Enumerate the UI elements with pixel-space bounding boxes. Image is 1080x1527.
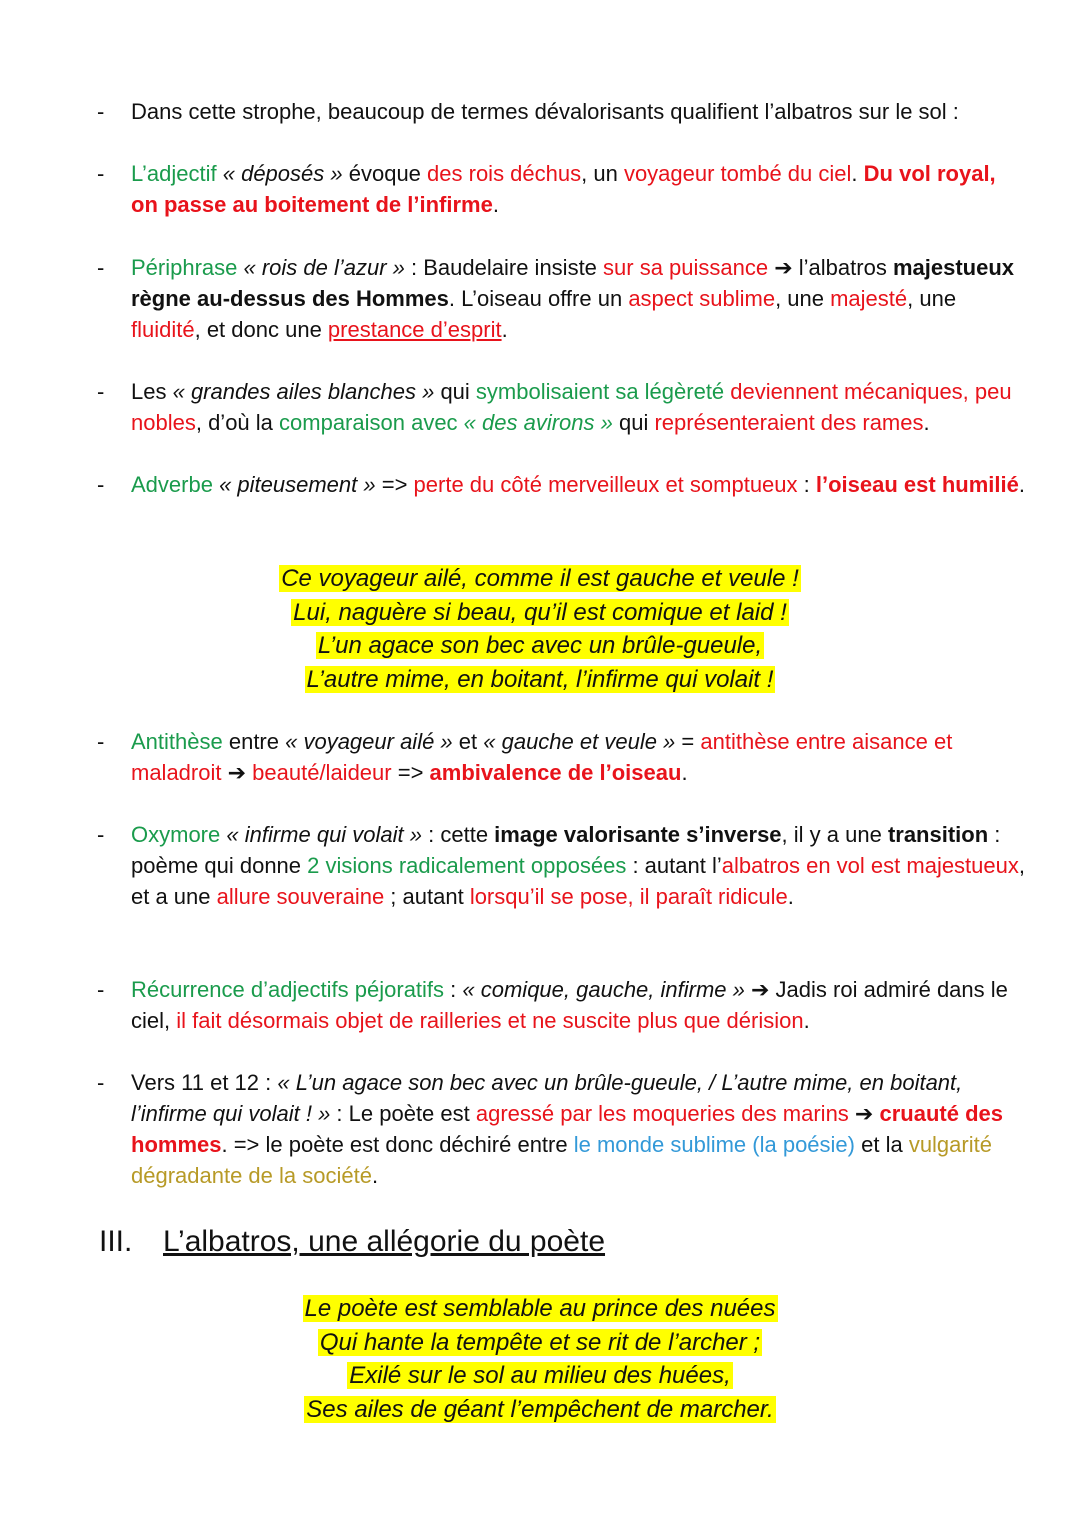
text-segment: « L’un agace son bec avec un brûle-gueule, / L’autre mime, en boitant, l’infirme qui volait ! » bbox=[131, 1070, 963, 1126]
bullet-dash: - bbox=[97, 729, 105, 754]
bullet-dash: - bbox=[97, 99, 105, 124]
poem-line: Le poète est semblable au prince des nuées bbox=[304, 1295, 776, 1322]
bullet-text bbox=[131, 726, 1027, 788]
text-segment: . bbox=[492, 192, 499, 217]
text-segment: Du vol royal, on passe au boitement de l’infirme bbox=[131, 161, 996, 217]
poem-line: Qui hante la tempête et se rit de l’archer ; bbox=[319, 1328, 761, 1356]
text-segment: « rois de l’azur » bbox=[237, 255, 405, 280]
bullet-text bbox=[131, 376, 1027, 438]
text-segment: L’adjectif bbox=[131, 161, 217, 186]
text-segment: . bbox=[923, 410, 930, 435]
poem-excerpt-2 bbox=[0, 1292, 1080, 1426]
bullet-paragraph bbox=[97, 158, 1027, 220]
text-segment: représenteraient des rames bbox=[654, 410, 924, 435]
text-segment: , une bbox=[907, 286, 957, 311]
text-segment: « des avirons » bbox=[457, 410, 613, 435]
poem-line: Ce voyageur ailé, comme il est gauche et veule ! bbox=[281, 565, 799, 592]
text-segment: . bbox=[681, 760, 688, 785]
bullet-dash: - bbox=[97, 1070, 105, 1095]
text-segment: ➔ l’albatros bbox=[768, 255, 893, 280]
text-segment: Oxymore bbox=[131, 822, 221, 847]
poem-line: Ses ailes de géant l’empêchent de marcher. bbox=[306, 1395, 774, 1423]
text-segment: et bbox=[452, 729, 484, 754]
text-segment: ➔ bbox=[848, 1101, 880, 1126]
text-segment: , un bbox=[581, 161, 624, 186]
text-segment: . bbox=[1018, 472, 1025, 497]
text-segment: le monde sublime (la poésie) bbox=[573, 1132, 855, 1157]
text-segment: . bbox=[803, 1008, 810, 1033]
bullet-text bbox=[131, 158, 1027, 220]
poem-line: L’autre mime, en boitant, l’infirme qui volait ! bbox=[306, 665, 774, 693]
bullet-paragraph bbox=[97, 974, 1027, 1036]
bullet-dash: - bbox=[97, 472, 105, 497]
text-segment: 2 visions radicalement opposées bbox=[307, 853, 627, 878]
bullet-text bbox=[131, 819, 1027, 912]
text-segment: ➔ Jadis roi admiré dans le ciel, bbox=[131, 977, 1008, 1033]
bullet-text bbox=[131, 974, 1027, 1036]
bullet-text bbox=[131, 252, 1027, 345]
bullet-dash: - bbox=[97, 379, 105, 404]
text-segment: évoque bbox=[348, 161, 428, 186]
text-segment: : bbox=[444, 977, 463, 1002]
text-segment: : cette bbox=[422, 822, 495, 847]
text-segment: des rois déchus bbox=[427, 161, 582, 186]
text-segment: sur sa puissance bbox=[603, 255, 769, 280]
text-segment: « infirme qui volait » bbox=[220, 822, 423, 847]
text-segment: « gauche et veule » bbox=[483, 729, 676, 754]
text-segment: : bbox=[797, 472, 816, 497]
text-segment: qui bbox=[612, 410, 655, 435]
text-segment: ; autant bbox=[384, 884, 470, 909]
bullet-paragraph bbox=[97, 252, 1027, 345]
section-number: III. bbox=[99, 1225, 133, 1258]
text-segment: majesté bbox=[830, 286, 908, 311]
text-segment: ambivalence de l’oiseau bbox=[429, 760, 682, 785]
text-segment: , d’où la bbox=[195, 410, 280, 435]
text-segment: prestance d’esprit bbox=[327, 317, 502, 342]
bullet-text bbox=[131, 469, 1027, 500]
text-segment: . bbox=[787, 884, 794, 909]
text-segment: allure souveraine bbox=[216, 884, 385, 909]
text-segment: majestueux règne au-dessus des Hommes bbox=[131, 255, 1015, 311]
text-segment: . => le poète est donc déchiré entre bbox=[221, 1132, 574, 1157]
bullet-dash: - bbox=[97, 255, 105, 280]
text-segment: deviennent mécaniques, peu nobles bbox=[131, 379, 1012, 435]
bullet-dash: - bbox=[97, 822, 105, 847]
section-heading bbox=[99, 1222, 605, 1262]
poem-line: Exilé sur le sol au milieu des huées, bbox=[349, 1362, 731, 1389]
text-segment: : poème qui donne bbox=[131, 822, 1001, 878]
text-segment: aspect sublime bbox=[628, 286, 776, 311]
text-segment: , une bbox=[775, 286, 831, 311]
text-segment: Périphrase bbox=[131, 255, 238, 280]
text-segment: il fait désormais objet de railleries et ne suscite plus que dérision bbox=[176, 1008, 804, 1033]
bullet-paragraph bbox=[97, 726, 1027, 788]
bullet-paragraph bbox=[97, 96, 1027, 127]
text-segment: « voyageur ailé » bbox=[285, 729, 453, 754]
bullet-text bbox=[131, 96, 1027, 127]
text-segment: ➔ bbox=[221, 760, 253, 785]
text-segment: antithèse entre aisance et maladroit bbox=[131, 729, 953, 785]
poem-line: L’un agace son bec avec un brûle-gueule, bbox=[317, 632, 763, 659]
text-segment: . bbox=[371, 1163, 379, 1188]
bullet-dash: - bbox=[97, 977, 105, 1002]
text-segment: « piteusement » bbox=[212, 472, 376, 497]
text-segment: . L’oiseau offre un bbox=[448, 286, 629, 311]
text-segment: Vers 11 et 12 : bbox=[131, 1070, 278, 1095]
bullet-text bbox=[131, 1067, 1027, 1191]
text-segment: voyageur tombé du ciel bbox=[623, 161, 852, 186]
text-segment: = bbox=[675, 729, 701, 754]
text-segment: => bbox=[391, 760, 430, 785]
text-segment: cruauté des hommes bbox=[131, 1101, 1003, 1157]
text-segment: l’oiseau est humilié bbox=[815, 472, 1019, 497]
text-segment: fluidité bbox=[131, 317, 195, 342]
text-segment: perte du côté merveilleux et somptueux bbox=[413, 472, 798, 497]
text-segment: vulgarité dégradante de la société bbox=[131, 1132, 992, 1188]
text-segment: comparaison avec bbox=[279, 410, 458, 435]
text-segment: qui bbox=[434, 379, 476, 404]
bullet-paragraph bbox=[97, 1067, 1027, 1191]
text-segment: beauté/laideur bbox=[252, 760, 392, 785]
text-segment: : autant l’ bbox=[626, 853, 722, 878]
text-segment: « grandes ailes blanches » bbox=[172, 379, 435, 404]
text-segment: : Le poète est bbox=[330, 1101, 476, 1126]
bullet-dash: - bbox=[97, 161, 105, 186]
text-segment: et la bbox=[855, 1132, 909, 1157]
text-segment: Dans cette strophe, beaucoup de termes dévalorisants qualifient l’albatros sur le sol : bbox=[131, 99, 959, 124]
text-segment: entre bbox=[222, 729, 286, 754]
text-segment: : Baudelaire insiste bbox=[404, 255, 604, 280]
text-segment: image valorisante s’inverse bbox=[494, 822, 782, 847]
text-segment: « comique, gauche, infirme » bbox=[462, 977, 745, 1002]
text-segment: , et donc une bbox=[194, 317, 328, 342]
poem-excerpt-1 bbox=[0, 562, 1080, 696]
text-segment: lorsqu’il se pose, il paraît ridicule bbox=[469, 884, 788, 909]
text-segment: « déposés » bbox=[216, 161, 349, 186]
bullet-paragraph bbox=[97, 376, 1027, 438]
text-segment: Antithèse bbox=[131, 729, 223, 754]
text-segment: . bbox=[501, 317, 508, 342]
bullet-paragraph bbox=[97, 469, 1027, 500]
text-segment: Les bbox=[131, 379, 173, 404]
text-segment: symbolisaient sa légèreté bbox=[475, 379, 725, 404]
poem-line: Lui, naguère si beau, qu’il est comique et laid ! bbox=[293, 598, 787, 626]
text-segment: Récurrence d’adjectifs péjoratifs bbox=[131, 977, 445, 1002]
bullet-paragraph bbox=[97, 819, 1027, 912]
section-title: L’albatros, une allégorie du poète bbox=[163, 1225, 606, 1258]
text-segment: transition bbox=[887, 822, 989, 847]
text-segment: agressé par les moqueries des marins bbox=[475, 1101, 849, 1126]
text-segment: . bbox=[851, 161, 864, 186]
text-segment: , il y a une bbox=[781, 822, 888, 847]
text-segment: Adverbe bbox=[131, 472, 213, 497]
text-segment: => bbox=[375, 472, 414, 497]
text-segment: albatros en vol est majestueux bbox=[721, 853, 1019, 878]
text-segment: , et a une bbox=[131, 853, 1026, 909]
